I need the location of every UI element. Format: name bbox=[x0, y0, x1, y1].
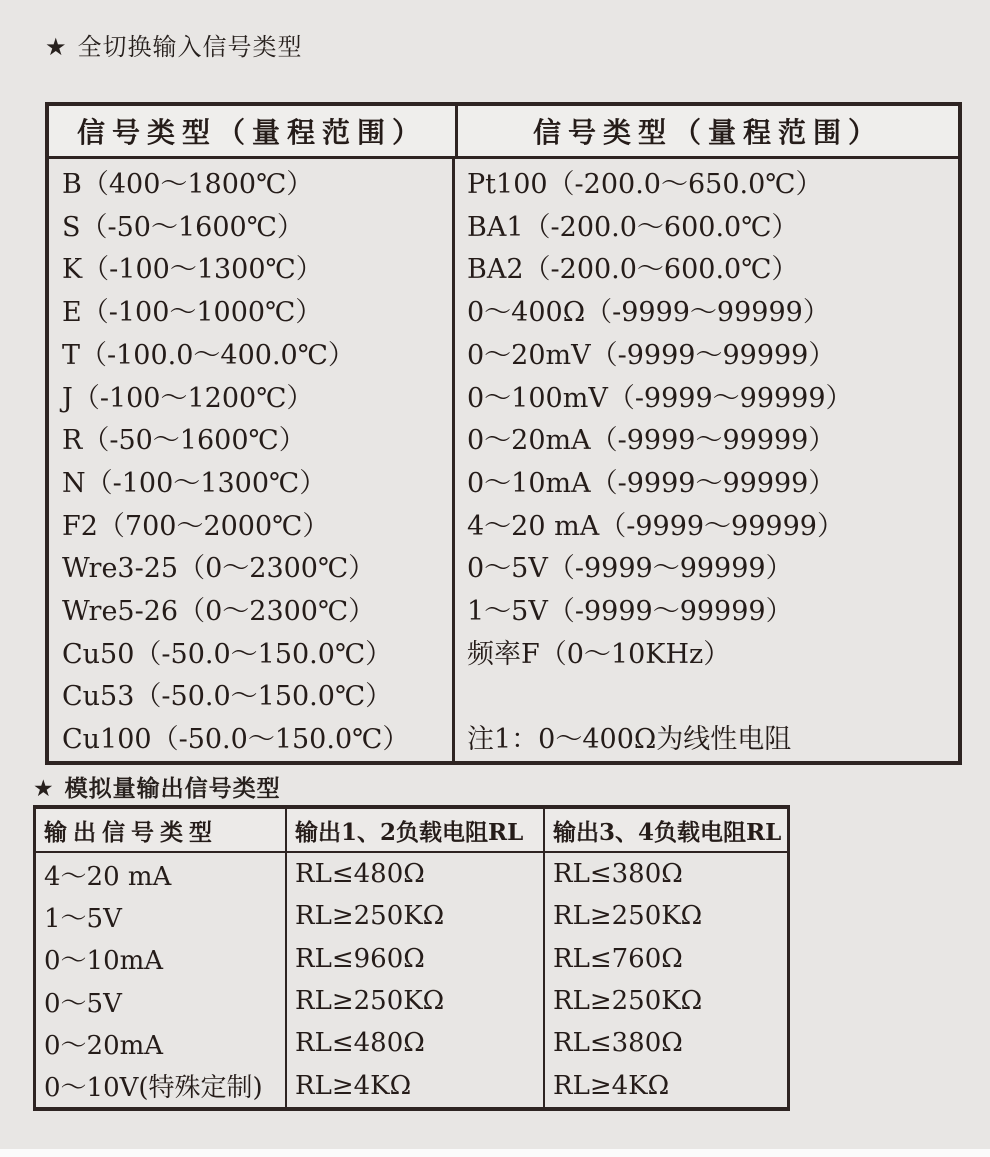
output-table-row bbox=[36, 1065, 787, 1107]
signal-item: 0～100mV（-9999～99999） bbox=[467, 382, 853, 414]
input-signal-table bbox=[45, 102, 962, 765]
output-table-header-row bbox=[36, 809, 787, 853]
signal-item: R（-50～1600℃） bbox=[62, 425, 306, 457]
section1-title-text: 全切换输入信号类型 bbox=[77, 33, 303, 61]
output-header-rl34: 输出3、4负载电阻RL bbox=[553, 818, 782, 846]
output-rl34-cell: RL≤760Ω bbox=[553, 943, 683, 974]
input-signal-left-column bbox=[49, 159, 455, 762]
signal-item: Wre5-26（0～2300℃） bbox=[62, 596, 376, 628]
input-signal-right-column bbox=[455, 159, 958, 762]
signal-item: 0～20mV（-9999～99999） bbox=[467, 339, 836, 371]
signal-item: F2（700～2000℃） bbox=[62, 510, 330, 542]
output-table-row bbox=[36, 1022, 787, 1064]
output-table-row bbox=[36, 980, 787, 1022]
output-signal-table bbox=[33, 805, 790, 1111]
output-type-cell: 0～20mA bbox=[36, 1022, 287, 1064]
output-type-cell: 0～10mA bbox=[36, 938, 287, 980]
input-signal-table-header-row bbox=[49, 106, 958, 159]
output-rl34-cell: RL≥4KΩ bbox=[553, 1070, 670, 1101]
output-table-row bbox=[36, 938, 787, 980]
output-rl12-cell: RL≤480Ω bbox=[287, 1022, 545, 1064]
output-rl34-cell: RL≤380Ω bbox=[553, 1028, 683, 1059]
output-rl34-cell: RL≥250KΩ bbox=[553, 901, 703, 932]
output-rl34-cell: RL≤380Ω bbox=[553, 859, 683, 890]
input-signal-header-left: 信号类型（量程范围） bbox=[49, 106, 458, 156]
signal-item: E（-100～1000℃） bbox=[62, 297, 323, 329]
output-table-row bbox=[36, 853, 787, 895]
output-rl12-cell: RL≤480Ω bbox=[287, 853, 545, 895]
output-table-row bbox=[36, 895, 787, 937]
output-type-cell: 1～5V bbox=[36, 895, 287, 937]
signal-item: Wre3-25（0～2300℃） bbox=[62, 553, 376, 585]
signal-item: Cu50（-50.0～150.0℃） bbox=[62, 638, 393, 670]
signal-item: T（-100.0～400.0℃） bbox=[62, 339, 355, 371]
note-line: 注1：0～400Ω为线性电阻 bbox=[467, 724, 792, 756]
signal-item: 频率F（0～10KHz） bbox=[467, 638, 731, 670]
signal-item: 0～400Ω（-9999～99999） bbox=[467, 297, 830, 329]
signal-item: 0～10mA（-9999～99999） bbox=[467, 467, 836, 499]
signal-item: 4～20 mA（-9999～99999） bbox=[467, 510, 844, 542]
output-rl12-cell: RL≥4KΩ bbox=[287, 1065, 545, 1107]
input-signal-table-body bbox=[49, 159, 958, 762]
section1-title bbox=[45, 27, 303, 62]
output-header-type: 输出信号类型 bbox=[36, 809, 287, 851]
signal-item: 0～5V（-9999～99999） bbox=[467, 553, 793, 585]
output-rl12-cell: RL≥250KΩ bbox=[287, 895, 545, 937]
signal-item: Pt100（-200.0～650.0℃） bbox=[467, 169, 823, 200]
signal-item: BA2（-200.0～600.0℃） bbox=[467, 254, 799, 286]
output-rl34-cell: RL≥250KΩ bbox=[553, 986, 703, 1017]
output-rl12-cell: RL≤960Ω bbox=[287, 938, 545, 980]
signal-item: B（400～1800℃） bbox=[62, 169, 314, 200]
signal-item: K（-100～1300℃） bbox=[62, 254, 323, 286]
signal-item: N（-100～1300℃） bbox=[62, 467, 327, 499]
output-header-rl12: 输出1、2负载电阻RL bbox=[287, 809, 545, 851]
input-signal-header-right: 信号类型（量程范围） bbox=[532, 116, 883, 149]
signal-item: J（-100～1200℃） bbox=[62, 382, 314, 414]
output-type-cell: 0～5V bbox=[36, 980, 287, 1022]
signal-item: Cu100（-50.0～150.0℃） bbox=[62, 724, 410, 756]
signal-item: BA1（-200.0～600.0℃） bbox=[467, 211, 799, 243]
signal-item: Cu53（-50.0～150.0℃） bbox=[62, 681, 393, 713]
bottom-strip bbox=[0, 1149, 990, 1157]
output-type-cell: 4～20 mA bbox=[36, 853, 287, 895]
section2-title-text: 模拟量输出信号类型 bbox=[64, 776, 281, 802]
signal-item: 0～20mA（-9999～99999） bbox=[467, 425, 836, 457]
section2-title bbox=[33, 770, 281, 803]
star-icon: ★ bbox=[33, 776, 55, 802]
output-type-cell: 0～10V(特殊定制) bbox=[36, 1065, 287, 1107]
signal-item: S（-50～1600℃） bbox=[62, 211, 304, 243]
signal-item: 1～5V（-9999～99999） bbox=[467, 596, 793, 628]
star-icon: ★ bbox=[45, 33, 68, 61]
output-rl12-cell: RL≥250KΩ bbox=[287, 980, 545, 1022]
